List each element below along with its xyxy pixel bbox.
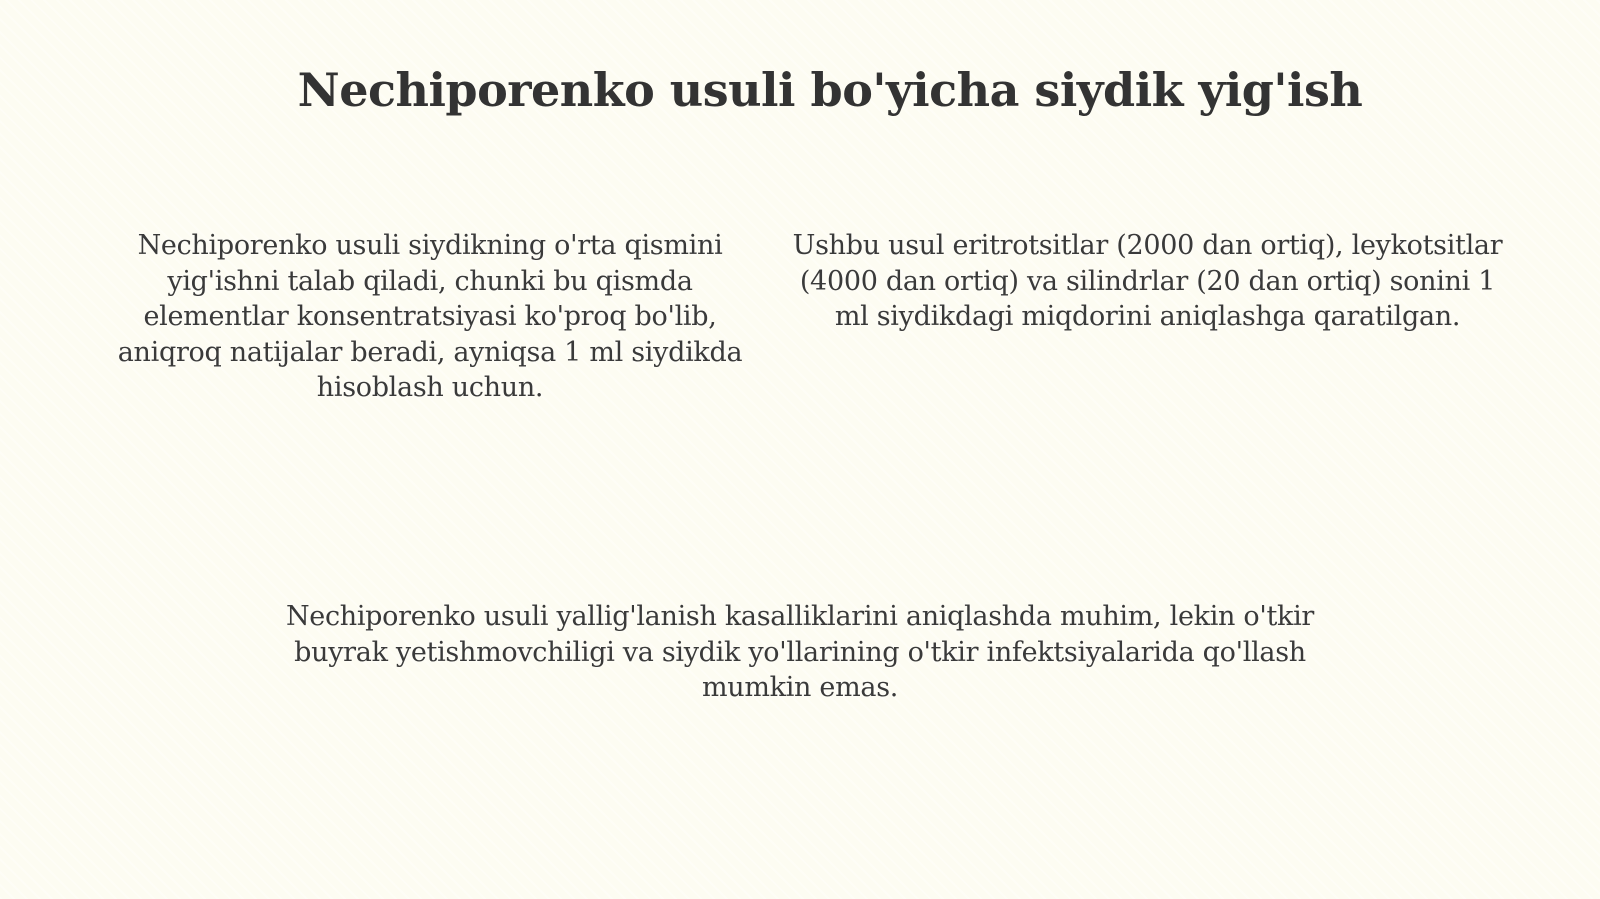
paragraph-method-purpose: Ushbu usul eritrotsitlar (2000 dan ortiq), leykotsitlar (4000 dan ortiq) va silindrlar (20 dan ortiq) sonini 1 ml siydikdagi miqdorini aniqlashga qaratilgan. bbox=[792, 230, 1503, 332]
paragraph-contraindications: Nechiporenko usuli yallig'lanish kasalliklarini aniqlashda muhim, lekin o'tkir buyrak yetishmovchiligi va siydik yo'llarining o'tkir infektsiyalarida qo'llash mumkin emas. bbox=[285, 601, 1315, 703]
paragraph-mid-stream-collection: Nechiporenko usuli siydikning o'rta qismini yig'ishni talab qiladi, chunki bu qismda elementlar konsentratsiyasi ko'proq bo'lib, aniqroq natijalar beradi, ayniqsa 1 ml siydikda hisoblash uchun. bbox=[117, 230, 743, 403]
slide-title: Nechiporenko usuli bo'yicha siydik yig'ish bbox=[297, 63, 1363, 117]
